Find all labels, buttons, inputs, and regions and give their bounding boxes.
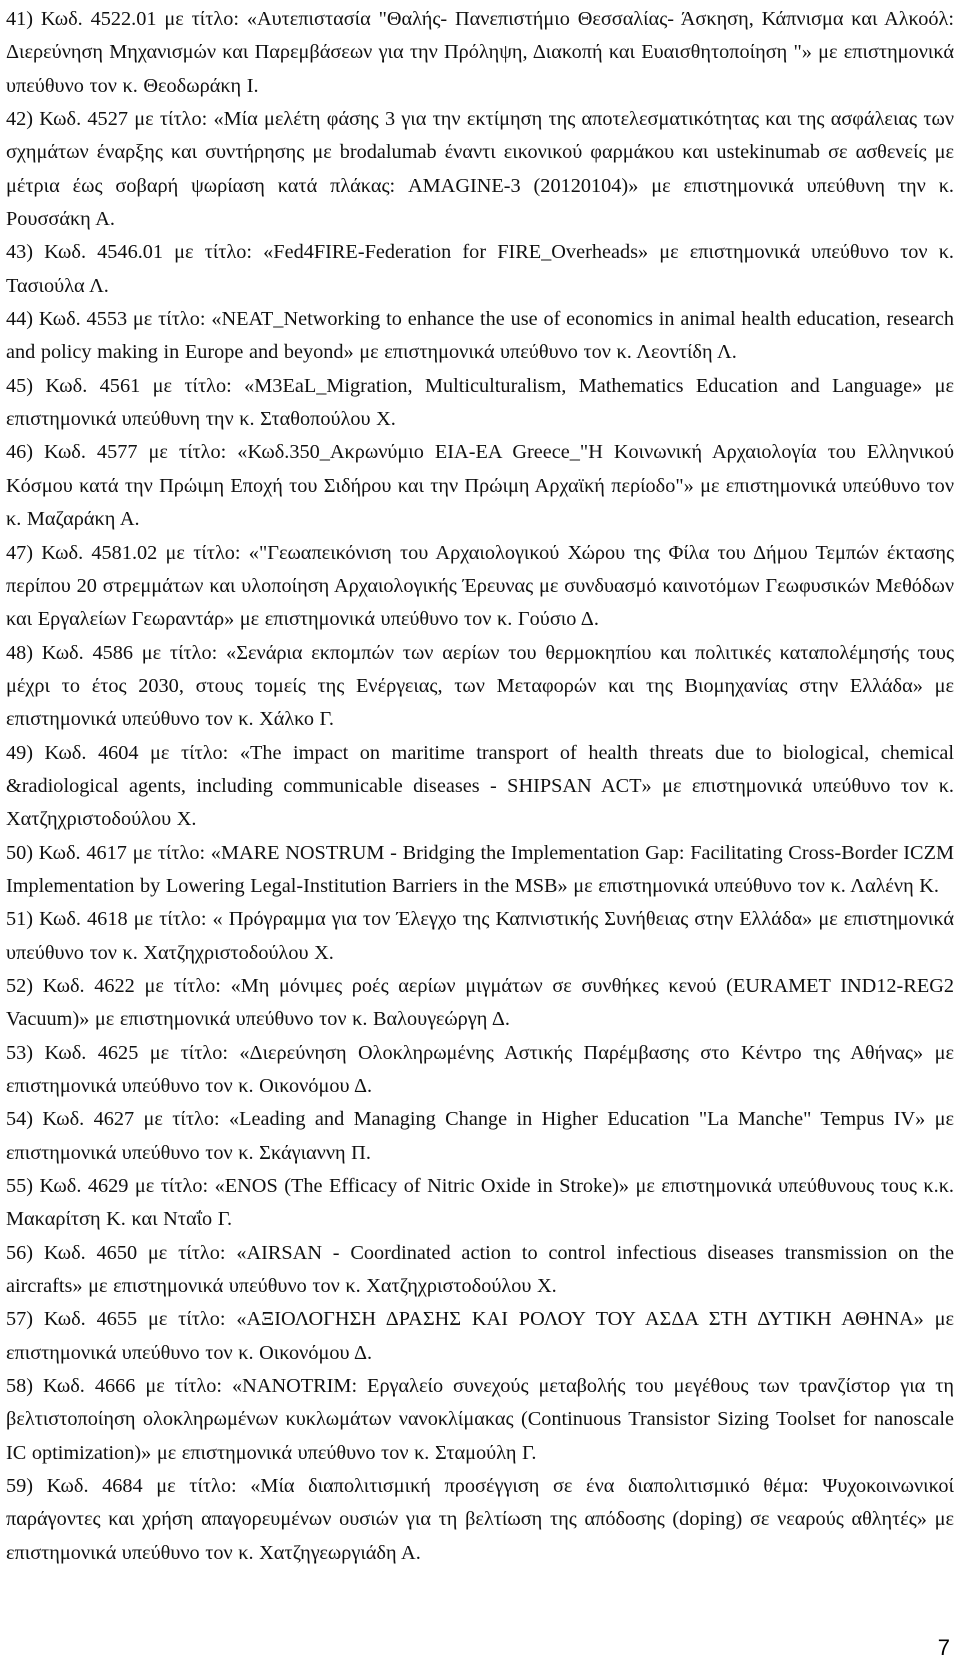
list-item: 52) Κωδ. 4622 με τίτλο: «Μη μόνιμες ροές αερίων μιγμάτων σε συνθήκες κενού (EURAMET IND12-REG2 Vacuum)» με επιστημονικά υπεύθυνο τον κ. Βαλουγεώργη Δ.: [6, 974, 954, 1031]
list-item: 51) Κωδ. 4618 με τίτλο: « Πρόγραμμα για τον Έλεγχο της Καπνιστικής Συνήθειας στην Ελλάδα» με επιστημονικά υπεύθυνο τον κ. Χατζηχριστοδούλου Χ.: [6, 908, 954, 964]
list-item: 55) Κωδ. 4629 με τίτλο: «ENOS (The Efficacy of Nitric Oxide in Stroke)» με επιστημονικά υπεύθυνους τους κ.κ. Μακαρίτση Κ. και Νταΐο Γ.: [6, 1175, 954, 1231]
list-item: 48) Κωδ. 4586 με τίτλο: «Σενάρια εκπομπών των αερίων του θερμοκηπίου και πολιτικές καταπολέμησής τους μέχρι το έτος 2030, στους τομείς της Ενέργειας, των Μεταφορών και της Βιομηχανίας στην Ελλάδα» με επιστημονικά υπεύθυνο τον κ. Χάλκο Γ.: [6, 641, 954, 731]
list-item: 43) Κωδ. 4546.01 με τίτλο: «Fed4FIRE-Federation for FIRE_Overheads» με επιστημονικά υπεύθυνο τον κ. Τασιούλα Λ.: [6, 241, 954, 297]
list-item: 50) Κωδ. 4617 με τίτλο: «MARE NOSTRUM - Bridging the Implementation Gap: Facilitating Cross-Border ICZM Implementation by Lowering Legal-Institution Barriers in the MSB» με επιστημονικά υπεύθυνο τον κ. Λαλένη Κ.: [6, 841, 954, 897]
project-list: [6, 3, 954, 1570]
page-number: 7: [937, 1635, 950, 1660]
document-page: [4, 0, 958, 1676]
list-item: 45) Κωδ. 4561 με τίτλο: «M3EaL_Migration, Multiculturalism, Mathematics Education and Language» με επιστημονικά υπεύθυνη την κ. Σταθοπούλου Χ.: [6, 374, 954, 431]
list-item: 42) Κωδ. 4527 με τίτλο: «Μία μελέτη φάσης 3 για την εκτίμηση της αποτελεσματικότητας και της ασφάλειας των σχημάτων έναρξης και συντήρησης με brodalumab έναντι εικονικού φαρμάκου και ustekinumab σε ασθενείς με μέτρια έως σοβαρή ψωρίαση κατά πλάκας: AMAGINE-3 (20120104)» με επιστημονικά υπεύθυνη την κ. Ρουσσάκη Α.: [6, 108, 954, 231]
list-item: 46) Κωδ. 4577 με τίτλο: «Κωδ.350_Ακρωνύμιο EIA-EA Greece_"Η Κοινωνική Αρχαιολογία του Ελληνικού Κόσμου κατά την Πρώιμη Εποχή του Σιδήρου και την Πρώιμη Αρχαϊκή περίοδο"» με επιστημονικά υπεύθυνο τον κ. Μαζαράκη Α.: [6, 441, 954, 531]
list-item: 59) Κωδ. 4684 με τίτλο: «Μία διαπολιτισμική προσέγγιση σε ένα διαπολιτισμικό θέμα: Ψυχοκοινωνικοί παράγοντες και χρήση απαγορευμένων ουσιών για τη βελτίωση της απόδοσης (doping) σε νεαρούς αθλητές» με επιστημονικά υπεύθυνο τον κ. Χατζηγεωργιάδη Α.: [6, 1475, 954, 1564]
list-item: 53) Κωδ. 4625 με τίτλο: «Διερεύνηση Ολοκληρωμένης Αστικής Παρέμβασης στο Κέντρο της Αθήνας» με επιστημονικά υπεύθυνο τον κ. Οικονόμου Δ.: [6, 1041, 954, 1097]
list-item: 56) Κωδ. 4650 με τίτλο: «AIRSAN - Coordinated action to control infectious diseases transmission on the aircrafts» με επιστημονικά υπεύθυνο τον κ. Χατζηχριστοδούλου Χ.: [6, 1241, 954, 1298]
list-item: 54) Κωδ. 4627 με τίτλο: «Leading and Managing Change in Higher Education "La Manche" Tempus IV» με επιστημονικά υπεύθυνο τον κ. Σκάγιαννη Π.: [6, 1108, 954, 1164]
list-item: 49) Κωδ. 4604 με τίτλο: «The impact on maritime transport of health threats due to biological, chemical &radiological agents, including communicable diseases - SHIPSAN ACT» με επιστημονικά υπεύθυνο τον κ. Χατζηχριστοδούλου Χ.: [6, 741, 954, 831]
list-item: 57) Κωδ. 4655 με τίτλο: «ΑΞΙΟΛΟΓΗΣΗ ΔΡΑΣΗΣ ΚΑΙ ΡΟΛΟΥ ΤΟΥ ΑΣΔΑ ΣΤΗ ΔΥΤΙΚΗ ΑΘΗΝΑ» με επιστημονικά υπεύθυνο τον κ. Οικονόμου Δ.: [6, 1308, 954, 1364]
list-item: 41) Κωδ. 4522.01 με τίτλο: «Αυτεπιστασία "Θαλής- Πανεπιστήμιο Θεσσαλίας- Άσκηση, Κάπνισμα και Αλκοόλ: Διερεύνηση Μηχανισμών και Παρεμβάσεων για την Πρόληψη, Διακοπή και Ευαισθητοποίηση "» με επιστημονικά υπεύθυνο τον κ. Θεοδωράκη Ι.: [6, 8, 954, 97]
list-item: 44) Κωδ. 4553 με τίτλο: «NEAT_Networking to enhance the use of economics in animal health education, research and policy making in Europe and beyond» με επιστημονικά υπεύθυνο τον κ. Λεοντίδη Λ.: [6, 308, 954, 364]
list-item: 58) Κωδ. 4666 με τίτλο: «NANOTRIM: Εργαλείο συνεχούς μεταβολής του μεγέθους των τρανζίστορ για τη βελτιστοποίηση ολοκληρωμένων κυκλωμάτων νανοκλίμακας (Continuous Transistor Sizing Toolset for nanoscale IC optimization)» με επιστημονικά υπεύθυνο τον κ. Σταμούλη Γ.: [6, 1375, 954, 1464]
list-item: 47) Κωδ. 4581.02 με τίτλο: «"Γεωαπεικόνιση του Αρχαιολογικού Χώρου της Φίλα του Δήμου Τεμπών έκτασης περίπου 20 στρεμμάτων και υλοποίηση Αρχαιολογικής Έρευνας με συνδυασμό καινοτόμων Γεωφυσικών Μεθόδων και Εργαλείων Γεωραντάρ» με επιστημονικά υπεύθυνο τον κ. Γούσιο Δ.: [6, 541, 954, 631]
